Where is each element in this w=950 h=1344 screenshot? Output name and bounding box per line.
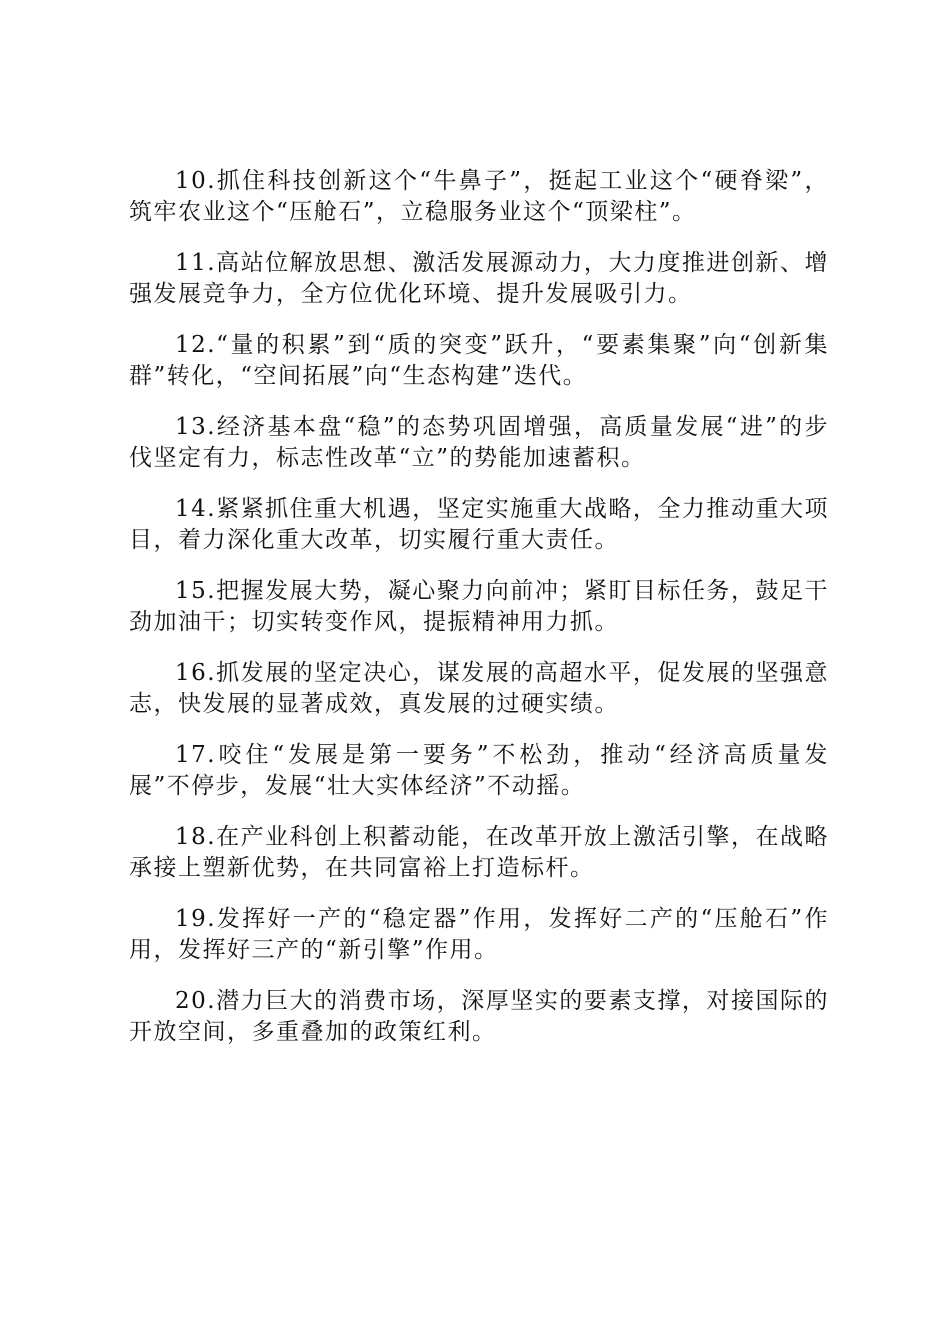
paragraph-10: 10.抓住科技创新这个“牛鼻子”，挺起工业这个“硬脊梁”，筑牢农业这个“压舱石”，立稳服务业这个“顶梁柱”。 bbox=[129, 168, 829, 225]
paragraph-12: 12.“量的积累”到“质的突变”跃升，“要素集聚”向“创新集群”转化，“空间拓展”向“生态构建”迭代。 bbox=[129, 332, 829, 389]
paragraph-17: 17.咬住“发展是第一要务”不松劲，推动“经济高质量发展”不停步，发展“壮大实体经济”不动摇。 bbox=[129, 742, 829, 799]
paragraph-15: 15.把握发展大势，凝心聚力向前冲；紧盯目标任务，鼓足干劲加油干；切实转变作风，提振精神用力抓。 bbox=[129, 578, 829, 635]
paragraph-20: 20.潜力巨大的消费市场，深厚坚实的要素支撑，对接国际的开放空间，多重叠加的政策红利。 bbox=[129, 988, 829, 1045]
paragraph-14: 14.紧紧抓住重大机遇，坚定实施重大战略，全力推动重大项目，着力深化重大改革，切实履行重大责任。 bbox=[129, 496, 829, 553]
paragraph-18: 18.在产业科创上积蓄动能，在改革开放上激活引擎，在战略承接上塑新优势，在共同富裕上打造标杆。 bbox=[129, 824, 829, 881]
paragraph-11: 11.高站位解放思想、激活发展源动力，大力度推进创新、增强发展竞争力，全方位优化环境、提升发展吸引力。 bbox=[129, 250, 829, 307]
paragraph-16: 16.抓发展的坚定决心，谋发展的高超水平，促发展的坚强意志，快发展的显著成效，真发展的过硬实绩。 bbox=[129, 660, 829, 717]
paragraph-13: 13.经济基本盘“稳”的态势巩固增强，高质量发展“进”的步伐坚定有力，标志性改革“立”的势能加速蓄积。 bbox=[129, 414, 829, 471]
paragraph-19: 19.发挥好一产的“稳定器”作用，发挥好二产的“压舱石”作用，发挥好三产的“新引擎”作用。 bbox=[129, 906, 829, 963]
document-body bbox=[129, 166, 829, 1068]
